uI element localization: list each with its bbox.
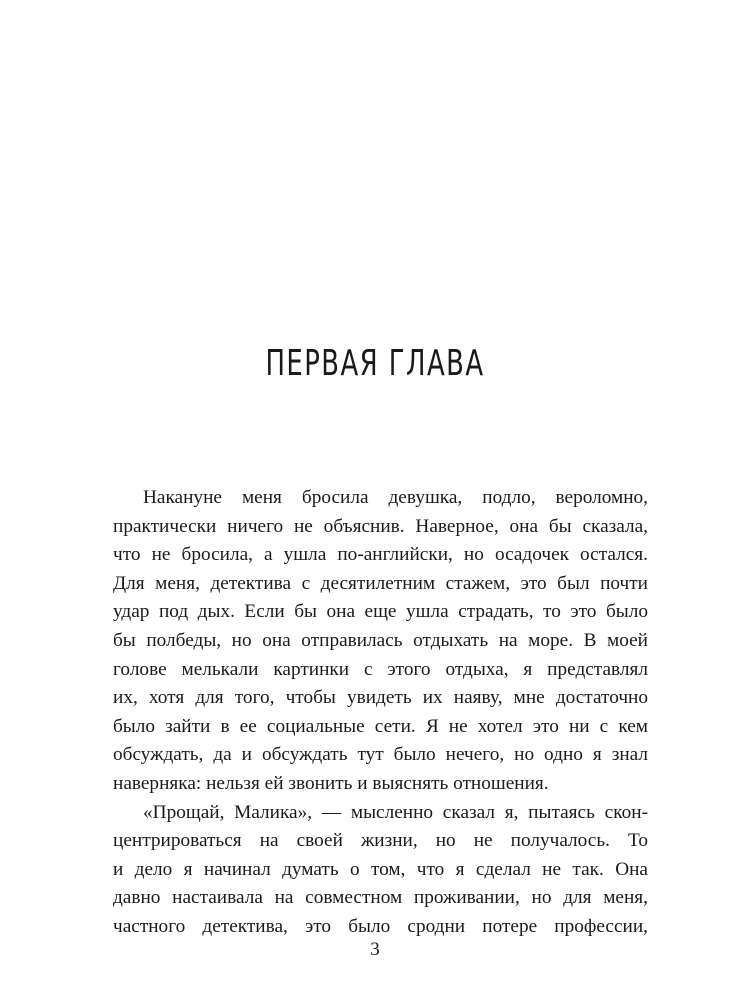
text-line: давно настаивала на совместном проживании, но для меня, bbox=[113, 887, 648, 909]
text-line: голове мелькали картинки с этого отдыха, я представлял bbox=[113, 658, 648, 680]
text-line: бы полбеды, но она отправилась отдыхать на море. В моей bbox=[113, 629, 648, 651]
page-number: 3 bbox=[370, 939, 380, 960]
text-line: и дело я начинал думать о том, что я сделал не так. Она bbox=[113, 858, 648, 880]
text-line: удар под дых. Если бы она еще ушла страдать, то это было bbox=[113, 601, 648, 623]
text-line: «Прощай, Малика», — мысленно сказал я, пытаясь скон- bbox=[143, 801, 648, 823]
text-line: центрироваться на своей жизни, но не получалось. То bbox=[113, 830, 648, 852]
text-line: наверняка: нельзя ей звонить и выяснять отношения. bbox=[113, 772, 549, 794]
text-line: Накануне меня бросила девушка, подло, вероломно, bbox=[143, 487, 648, 508]
text-line: их, хотя для того, чтобы увидеть их наяву, мне достаточно bbox=[113, 687, 648, 709]
text-line: что не бросила, а ушла по-английски, но осадочек остался. bbox=[113, 544, 648, 566]
text-line: частного детектива, это было сродни потере профессии, bbox=[113, 915, 648, 937]
text-line: обсуждать, да и обсуждать тут было нечего, но одно я знал bbox=[113, 744, 648, 766]
text-line: практически ничего не объяснив. Наверное, она бы сказала, bbox=[113, 515, 648, 537]
text-line: Для меня, детектива с десятилетним стажем, это был почти bbox=[113, 572, 648, 594]
body-text bbox=[113, 484, 648, 942]
chapter-title: ПЕРВАЯ ГЛАВА bbox=[265, 343, 485, 384]
text-line: было зайти в ее социальные сети. Я не хотел это ни с кем bbox=[113, 715, 648, 737]
